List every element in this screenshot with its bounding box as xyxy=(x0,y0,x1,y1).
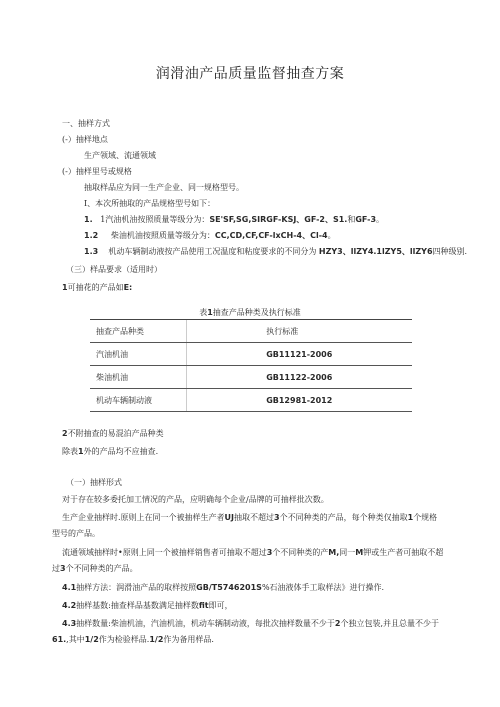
p43-half-2: 1/2 xyxy=(149,635,164,644)
item-1-2 xyxy=(84,230,336,241)
table-header-cell: 执行标准 xyxy=(187,320,412,343)
sampling-base-4-2 xyxy=(62,600,233,611)
subsection-sample-requirements: （三）样品要求（适用时） xyxy=(66,265,162,274)
sampling-quantity-4-3-cont xyxy=(52,634,214,645)
item-1-1-and: 和 xyxy=(347,215,356,224)
item-1-3-grades: HZY3、llZY4.1lZY5、llZY6 xyxy=(318,247,433,256)
p3-text-g: 钾或生产者可抽取不超 xyxy=(363,548,444,557)
p3-text-e: 同一 xyxy=(339,548,356,557)
document-title: 润滑油产品质量监督抽查方案 xyxy=(155,66,345,82)
sampling-form-paragraph-3 xyxy=(62,547,443,558)
sampling-location-text: 生产领域、流通领域 xyxy=(84,151,156,160)
table-cell-product: 柴油机油 xyxy=(90,366,187,389)
sample-req-1-number: 1 xyxy=(62,283,68,292)
p3-text-f: M xyxy=(355,548,364,557)
excluded-text-prefix: 除表 xyxy=(62,447,78,456)
p2-text-e: 个不同种类的产品，每个种类仅抽取 xyxy=(279,513,408,522)
table-cell-product: 汽油机油 xyxy=(90,343,187,366)
item-1-2-end: 。 xyxy=(327,231,336,240)
excluded-heading-number: 2 xyxy=(62,429,68,438)
p3-text-a: 流通领域抽样时•原则上同一个被抽样销售者可抽取不超过 xyxy=(62,548,267,557)
p41-text: 抽样方法：润滑油产品的取样按照 xyxy=(76,583,197,592)
excluded-products-text xyxy=(62,446,158,457)
subsection-sampling-location: (-）抽样地点 xyxy=(62,135,108,144)
sampling-form-paragraph-2-cont: 型号的产品。 xyxy=(52,529,100,538)
item-1-3 xyxy=(84,246,467,257)
table-caption-prefix: 表 xyxy=(199,308,208,317)
p43-text: 抽样数量:柴油机油，汽油机油，机动车辆制动液，每批次抽样数量不少于 xyxy=(76,619,335,628)
p41-rest: %石油液体手工取样法》进行操作. xyxy=(261,583,385,592)
p2-text-c: 抽取不超过 xyxy=(234,513,275,522)
p43-text-2: 个独立包装,并且总量不少于 xyxy=(340,619,439,628)
sample-model-intro: I、本次所抽取的产品规格型号如下： xyxy=(84,199,216,208)
item-1-2-grades: CC,CD,CF,CF-lxCH-4、Cl-4 xyxy=(214,231,328,240)
item-1-1-grades: SE'SF,SG,SIRGF-KSJ、GF-2、S1. xyxy=(209,215,348,224)
item-1-3-end: 四种级别. xyxy=(432,247,468,256)
product-standard-table xyxy=(90,319,412,412)
item-1-1-label: 1汽油机油按照质量等级分为： xyxy=(100,215,210,224)
item-1-1-end: 。 xyxy=(376,215,385,224)
sample-req-1-text: 可抽花的产品如 xyxy=(67,283,124,292)
table-caption-number: 1 xyxy=(207,308,213,317)
p43-amount: 61. xyxy=(52,635,67,644)
item-1-1-grade-last: GF-3 xyxy=(355,215,377,224)
p42-rest: 即可， xyxy=(208,601,233,610)
p42-number: 4.2 xyxy=(62,601,77,610)
p3-text-b: 3 xyxy=(266,548,273,557)
section-sampling-form: （一）抽样形式 xyxy=(66,478,122,487)
sample-requirements-item-1 xyxy=(62,282,132,293)
p42-bold: fit xyxy=(198,601,209,610)
excluded-text-rest: 外的产品均不应抽查. xyxy=(83,447,159,456)
table-row xyxy=(90,366,412,389)
table-caption xyxy=(0,307,500,318)
table-cell-standard: GB11122-2006 xyxy=(187,366,412,389)
item-1-2-label: 柴油机油按照质量等级分为： xyxy=(110,231,215,240)
section-sampling-method: 一、抽样方式 xyxy=(62,119,110,128)
item-1-2-number: 1.2 xyxy=(84,231,99,240)
table-cell-product: 机动车辆制动液 xyxy=(90,389,187,412)
excluded-heading-text: 不附抽查的易混泊产品种类 xyxy=(67,429,164,438)
table-row xyxy=(90,389,412,412)
item-1-3-number: 1.3 xyxy=(84,247,99,256)
p3-text-h: 过 xyxy=(52,564,60,573)
table-header-row xyxy=(90,320,412,343)
p41-standard: GB/T5746201S xyxy=(196,583,262,592)
sample-model-text: 抽取样品应为同一生产企业、同一规格型号。 xyxy=(84,183,244,192)
p43-half-1: 1/2 xyxy=(84,635,99,644)
table-row xyxy=(90,343,412,366)
p41-number: 4.1 xyxy=(62,583,77,592)
sampling-form-paragraph-3-cont xyxy=(52,563,138,574)
sampling-quantity-4-3 xyxy=(62,618,439,629)
subsection-sample-model: (-）抽样里号或规格 xyxy=(62,167,132,176)
p42-text: 抽样基数:抽查样品基数满足抽样数 xyxy=(76,601,199,610)
table-caption-text: 抽查产品种类及执行标准 xyxy=(212,308,301,317)
table-cell-standard: GB11121-2006 xyxy=(187,343,412,366)
p3-text-c: 个不同种类的产 xyxy=(272,548,329,557)
p43-count: 2 xyxy=(334,619,341,628)
p3-text-d: M, xyxy=(328,548,340,557)
p2-text-f: 1 xyxy=(407,513,414,522)
p2-text-b: UJ xyxy=(224,513,235,522)
item-1-1-number: 1. xyxy=(84,215,93,224)
item-1-1 xyxy=(84,214,384,225)
p3-text-i: 3 xyxy=(60,564,66,573)
p43-number: 4.3 xyxy=(62,619,77,628)
p43-text-3: ,其中 xyxy=(66,635,85,644)
sampling-form-paragraph-1: 对于存在较多委托加工情况的产品，应明确每个企业/品牌的可抽样批次数。 xyxy=(62,495,329,504)
sampling-form-paragraph-2 xyxy=(62,512,437,523)
table-header-cell: 抽查产品种类 xyxy=(90,320,187,343)
p43-text-5: 作为备用样品. xyxy=(163,635,214,644)
p2-text-g: 个规格 xyxy=(413,513,438,522)
p43-text-4: 作为检验样品. xyxy=(98,635,150,644)
sampling-method-4-1 xyxy=(62,582,384,593)
table-cell-standard: GB12981-2012 xyxy=(187,389,412,412)
excluded-products-heading xyxy=(62,428,164,439)
p3-text-j: 个不同种类的产品。 xyxy=(65,564,138,573)
sample-req-1-suffix: E: xyxy=(123,283,133,292)
p2-text-d: 3 xyxy=(274,513,280,522)
item-1-3-label: 机动车辆制动液按产品使用工况温度和粘度要求的不同分为 xyxy=(108,247,317,256)
excluded-text-number: 1 xyxy=(78,447,84,456)
p2-text-a: 生产企业抽样时.原则上在同一个被抽样生产者 xyxy=(62,513,225,522)
